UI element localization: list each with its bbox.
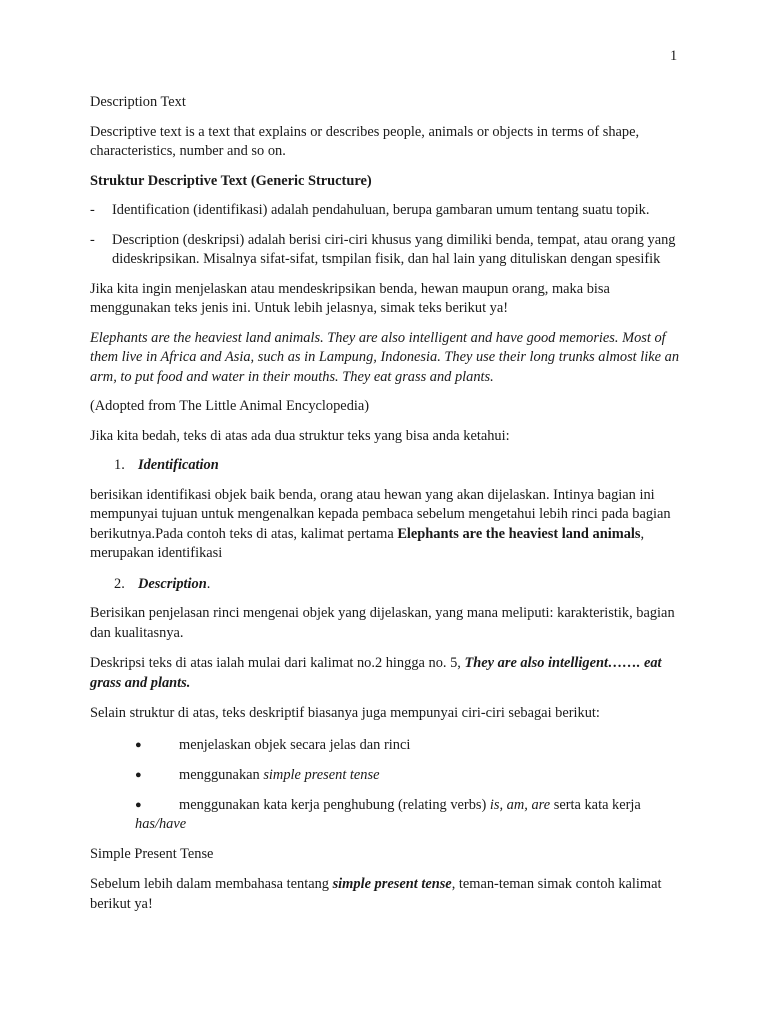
- structure-item-identification: [90, 201, 680, 221]
- list-number: 1.: [114, 457, 125, 473]
- description-paragraph: Berisikan penjelasan rinci mengenai objek yang dijelaskan, yang mana meliputi: karakteristik, bagian dan kualitasnya.: [90, 605, 675, 641]
- identification-bold-example: Elephants are the heaviest land animals: [397, 525, 641, 542]
- description-detail-paragraph: [90, 654, 680, 693]
- closing-paragraph: [90, 875, 680, 914]
- example-source: (Adopted from The Little Animal Encyclopedia): [90, 398, 370, 414]
- feature-text-italic: is, am, are: [489, 796, 551, 813]
- features-intro: Selain struktur di atas, teks deskriptif biasanya juga mempunyai ciri-ciri sebagai berikut:: [90, 705, 600, 721]
- identification-heading: [90, 456, 680, 476]
- feature-text: menjelaskan objek secara jelas dan rinci: [179, 736, 411, 753]
- feature-item: [90, 766, 680, 786]
- document-body: [90, 93, 680, 914]
- example-text: Elephants are the heaviest land animals. They are also intelligent and have good memories. Most of them live in Africa and Asia, such as in Lampung, Indonesia. They use their long trunks almost like an arm, to put food and water in their mouths. They eat grass and plants.: [90, 329, 680, 385]
- identification-heading-text: Identification: [138, 457, 219, 473]
- structure-heading: Struktur Descriptive Text (Generic Structure): [90, 172, 372, 189]
- feature-text-continuation: has/have: [135, 816, 187, 832]
- identification-text: berisikan identifikasi objek baik benda, orang atau hewan yang akan dijelaskan. Intinya bagian ini mempunyai tujuan untuk mengenalkan kepada pembaca sebelum mengetahui lebih rinci pada bagian berikutnya.Pada contoh teks di atas, kalimat pertama: [90, 486, 671, 542]
- structure-item-description: [90, 231, 680, 270]
- feature-text: menggunakan kata kerja penghubung (relating verbs): [179, 796, 490, 813]
- dash-marker: -: [90, 202, 95, 218]
- feature-item: [90, 796, 680, 835]
- page-number: 1: [670, 48, 678, 64]
- feature-text-italic: simple present tense: [263, 767, 380, 783]
- description-heading-text: Description: [138, 575, 207, 592]
- analysis-intro: Jika kita bedah, teks di atas ada dua struktur teks yang bisa anda ketahui:: [90, 427, 510, 444]
- feature-text-mid: serta kata kerja: [550, 796, 641, 813]
- document-title: Description Text: [90, 94, 186, 110]
- bullet-marker: ●: [135, 738, 142, 751]
- closing-text: Sebelum lebih dalam membahasa tentang: [90, 876, 333, 892]
- dash-marker: -: [90, 231, 95, 248]
- structure-item-text: Identification (identifikasi) adalah pendahuluan, berupa gambaran umum tentang suatu topik.: [112, 202, 650, 218]
- example-intro-paragraph: Jika kita ingin menjelaskan atau mendeskripsikan benda, hewan maupun orang, maka bisa menggunakan teks jenis ini. Untuk lebih jelasnya, simak teks berikut ya!: [90, 280, 610, 316]
- closing-text-end: , teman-teman simak contoh kalimat berikut ya!: [90, 876, 662, 912]
- intro-paragraph: Descriptive text is a text that explains or describes people, animals or objects in terms of shape, characteristics, number and so on.: [90, 123, 640, 159]
- feature-item-line: [90, 796, 680, 816]
- identification-paragraph: [90, 486, 680, 564]
- bullet-marker: ●: [135, 798, 142, 811]
- closing-emphasis: simple present tense: [332, 876, 452, 892]
- feature-item: [90, 736, 680, 756]
- description-heading: [90, 575, 680, 595]
- description-heading-suffix: .: [206, 575, 211, 592]
- bullet-marker: ●: [135, 769, 142, 781]
- feature-text: menggunakan: [179, 767, 264, 783]
- description-detail-example: They are also intelligent……. eat grass and plants.: [90, 655, 662, 691]
- list-number: 2.: [114, 575, 125, 592]
- structure-item-text: Description (deskripsi) adalah berisi ciri-ciri khusus yang dimiliki benda, tempat, atau orang yang dideskripsikan. Misalnya sifat-sifat, tsmpilan fisik, dan hal lain yang dituliskan dengan spesifik: [112, 231, 676, 267]
- description-detail-text: Deskripsi teks di atas ialah mulai dari kalimat no.2 hingga no. 5,: [90, 655, 465, 671]
- identification-text-end: , merupakan identifikasi: [90, 525, 645, 561]
- simple-present-heading: Simple Present Tense: [90, 845, 214, 862]
